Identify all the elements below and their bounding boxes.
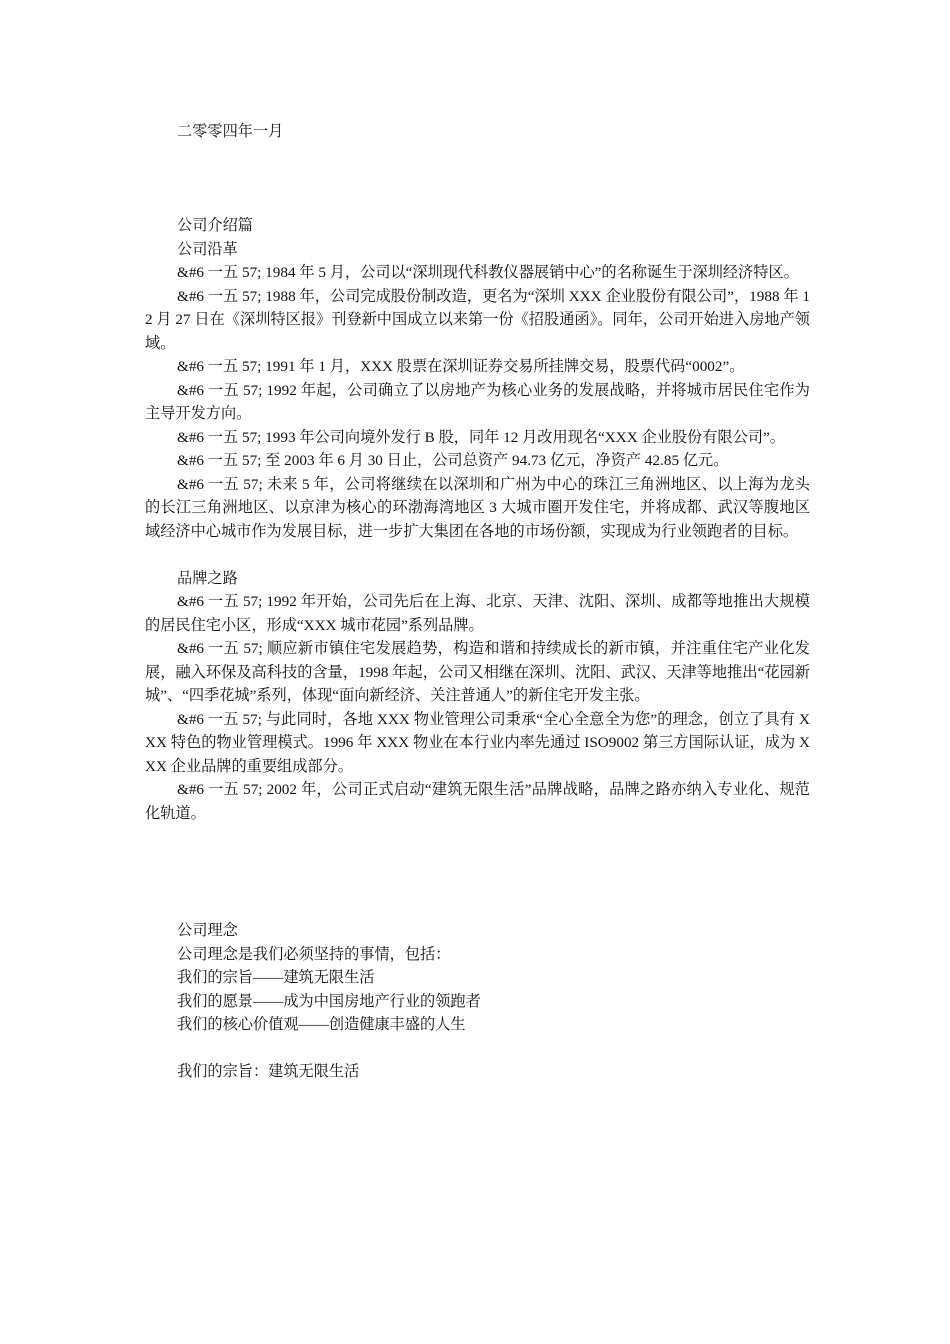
- philosophy-lead: 公司理念是我们必须坚持的事情，包括：: [177, 945, 451, 963]
- mission-heading: 我们的宗旨：建筑无限生活: [177, 1063, 360, 1080]
- brand-paragraph: &#6 一五 57; 1992 年开始，公司先后在上海、北京、天津、沈阳、深圳、成都等地推出大规模的居民住宅小区，形成“XXX 城市花园”系列品牌。: [145, 593, 810, 634]
- history-paragraph: &#6 一五 57; 1984 年 5 月，公司以“深圳现代科教仪器展销中心”的名称诞生于深圳经济特区。: [177, 264, 799, 281]
- spacer: [145, 144, 810, 215]
- subsection-title-brand: 品牌之路: [177, 569, 238, 587]
- spacer: [145, 543, 810, 567]
- section-title-philosophy: 公司理念: [177, 922, 238, 939]
- history-paragraph: &#6 一五 57; 至 2003 年 6 月 30 日止，公司总资产 94.73 亿元，净资产 42.85 亿元。: [177, 452, 729, 469]
- philosophy-item: 我们的宗旨——建筑无限生活: [177, 969, 375, 986]
- history-paragraph: &#6 一五 57; 未来 5 年，公司将继续在以深圳和广州为中心的珠江三角洲地区、以上海为龙头的长江三角洲地区、以京津为核心的环渤海湾地区 3 大城市圈开发住宅，并将成都、武汉等腹地区域经济中心城市作为发展目标，进一步扩大集团在各地的市场份额，实现成为行业领跑者的目标。: [145, 475, 810, 540]
- subsection-title-history: 公司沿革: [177, 240, 238, 258]
- document-date: 二零零四年一月: [177, 123, 284, 140]
- history-paragraph: &#6 一五 57; 1992 年起，公司确立了以房地产为核心业务的发展战略，并将城市居民住宅作为主导开发方向。: [145, 381, 810, 422]
- brand-paragraph: &#6 一五 57; 顺应新市镇住宅发展趋势，构造和谐和持续成长的新市镇，并注重住宅产业化发展，融入环保及高科技的含量，1998 年起，公司又相继在深圳、沈阳、武汉、天津等地推出“花园新城”、“四季花城”系列，体现“面向新经济、关注普通人”的新住宅开发主张。: [145, 640, 810, 704]
- brand-paragraph: &#6 一五 57; 2002 年，公司正式启动“建筑无限生活”品牌战略，品牌之路亦纳入专业化、规范化轨道。: [145, 781, 810, 822]
- spacer: [145, 1037, 810, 1061]
- document-page: [145, 120, 810, 1084]
- philosophy-item: 我们的愿景——成为中国房地产行业的领跑者: [177, 992, 481, 1010]
- history-paragraph: &#6 一五 57; 1991 年 1 月，XXX 股票在深圳证券交易所挂牌交易，股票代码“0002”。: [177, 358, 745, 375]
- section-heading-intro: 公司介绍篇: [177, 217, 253, 234]
- history-paragraph: &#6 一五 57; 1993 年公司向境外发行 B 股，同年 12 月改用现名“XXX 企业股份有限公司”。: [177, 428, 785, 446]
- history-paragraph: &#6 一五 57; 1988 年，公司完成股份制改造，更名为“深圳 XXX 企业股份有限公司”，1988 年 12 月 27 日在《深圳特区报》刊登新中国成立以来第一份《招股通函》。同年，公司开始进入房地产领域。: [145, 287, 810, 352]
- philosophy-item: 我们的核心价值观——创造健康丰盛的人生: [177, 1016, 466, 1033]
- spacer: [145, 825, 810, 919]
- brand-paragraph: &#6 一五 57; 与此同时，各地 XXX 物业管理公司秉承“全心全意全为您”的理念，创立了具有 XXX 特色的物业管理模式。1996 年 XXX 物业在本行业内率先通过 ISO9002 第三方国际认证，成为 XXX 企业品牌的重要组成部分。: [145, 710, 810, 775]
